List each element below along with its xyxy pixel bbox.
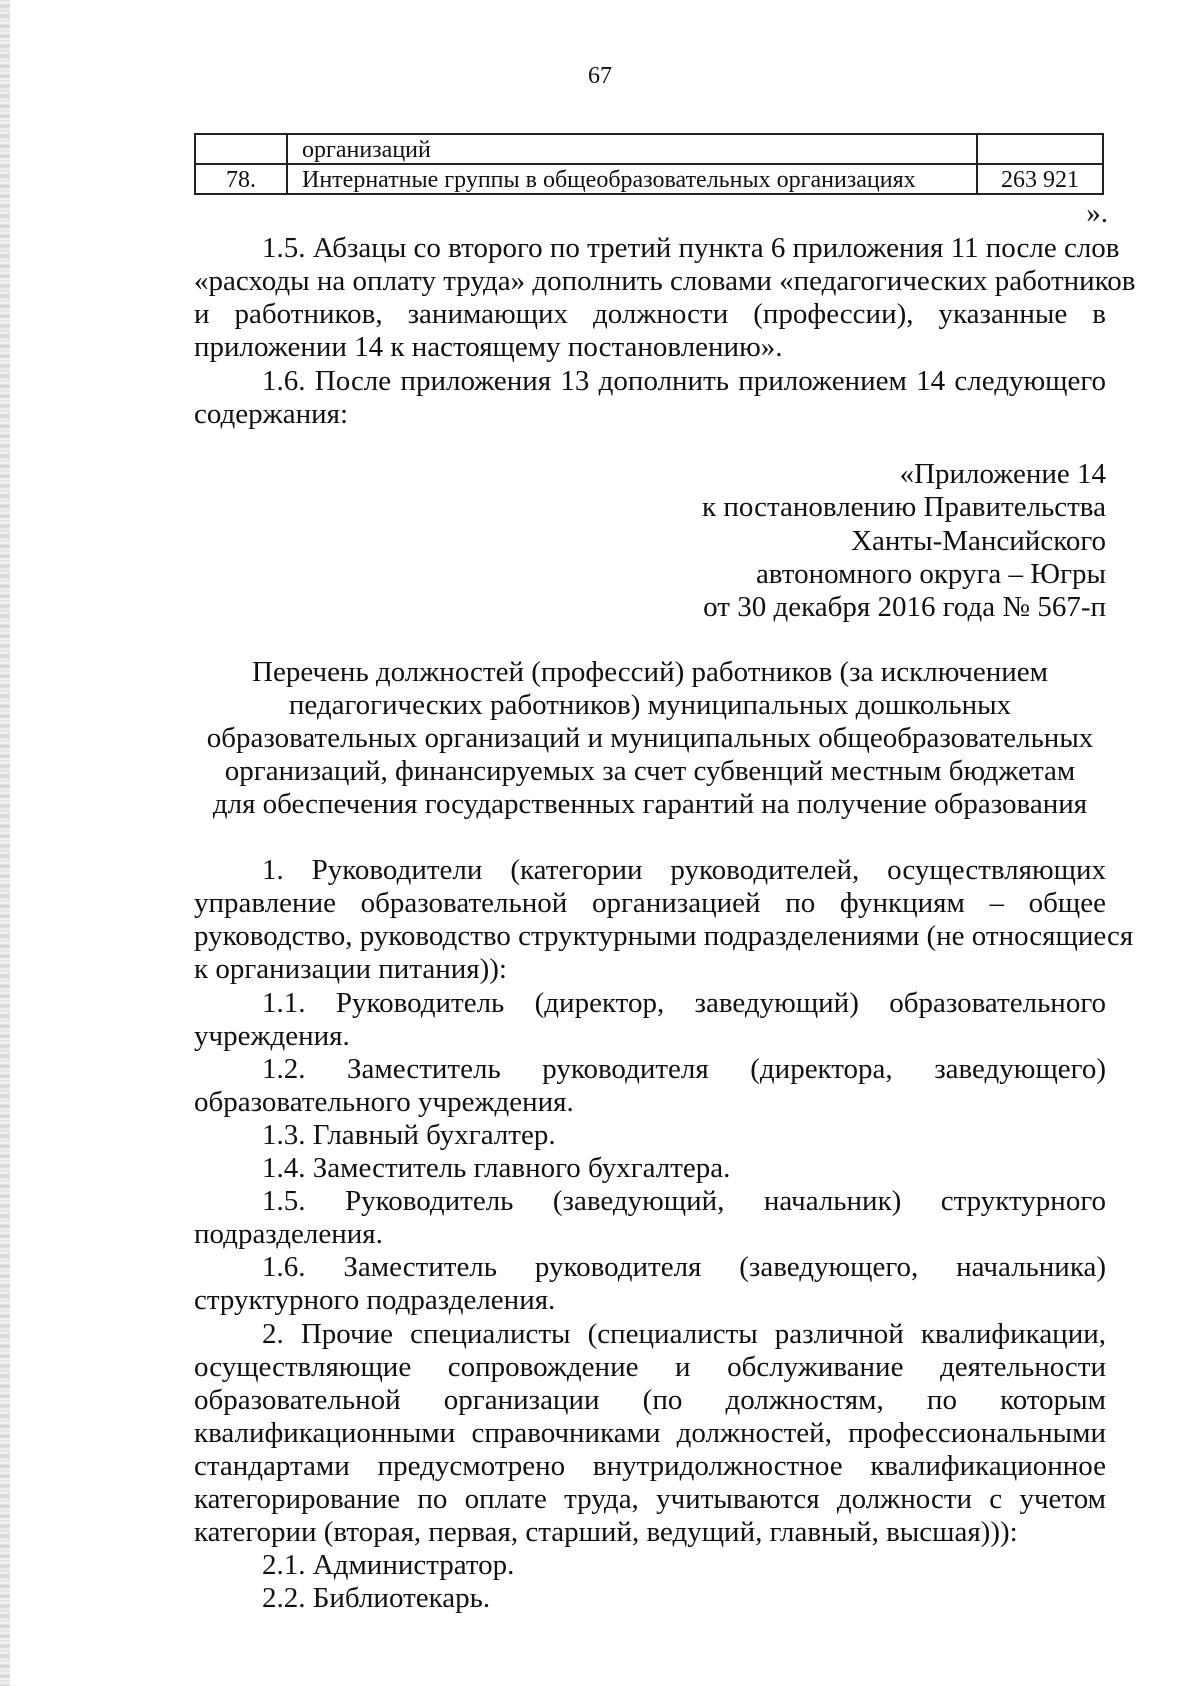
paragraph-1-5-line: 1.5. Абзацы со второго по третий пункта 6 приложения 11 после слов <box>262 232 1120 264</box>
section-1-line: руководство, руководство структурными подразделениями (не относящиеся <box>194 920 1134 952</box>
section-2-line: стандартами предусмотрено внутридолжностное квалификационное <box>194 1450 1106 1482</box>
item-1-5: 1.5. Руководитель (заведующий, начальник) структурного <box>262 1185 1106 1217</box>
item-1-1: 1.1. Руководитель (директор, заведующий) образовательного <box>262 987 1106 1019</box>
list-title-line: Перечень должностей (профессий) работников (за исключением <box>252 656 1048 688</box>
row-number-cell: 78. <box>195 164 287 194</box>
item-1-6: 1.6. Заместитель руководителя (заведующего, начальника) <box>262 1251 1106 1283</box>
appendix-header-line: Ханты-Мансийского <box>851 525 1106 557</box>
paragraph-1-5-line: приложении 14 к настоящему постановлению». <box>194 331 783 363</box>
paragraph-1-5-line: «расходы на оплату труда» дополнить словами «педагогических работников <box>194 265 1136 297</box>
list-title-line: педагогических работников) муниципальных дошкольных <box>288 689 1012 721</box>
row-number-cell <box>195 134 287 164</box>
table-fragment <box>194 133 1104 195</box>
table-row <box>195 164 1103 194</box>
section-2-line: осуществляющие сопровождение и обслуживание деятельности <box>194 1351 1106 1383</box>
paragraph-1-6-line: 1.6. После приложения 13 дополнить приложением 14 следующего <box>262 365 1106 397</box>
table-closing-quote: ». <box>1086 197 1108 229</box>
section-2-line: категорирование по оплате труда, учитываются должности с учетом <box>194 1483 1106 1515</box>
row-name-cell: организаций <box>287 134 977 164</box>
list-title-line: для обеспечения государственных гарантий на получение образования <box>212 788 1088 820</box>
appendix-header-line: автономного округа – Югры <box>755 558 1106 590</box>
page-number: 67 <box>588 63 612 89</box>
item-1-2-cont: образовательного учреждения. <box>194 1086 574 1118</box>
list-title-line: образовательных организаций и муниципальных общеобразовательных <box>206 722 1094 754</box>
section-2-line: квалификационными справочниками должностей, профессиональными <box>194 1417 1106 1449</box>
section-1-line: управление образовательной организацией по функциям – общее <box>194 887 1106 919</box>
table-row <box>195 134 1103 164</box>
paragraph-1-6-line: содержания: <box>194 398 349 430</box>
row-value-cell: 263 921 <box>977 164 1103 194</box>
section-2-line: категории (вторая, первая, старший, ведущий, главный, высшая))): <box>194 1516 1018 1548</box>
item-2-1: 2.1. Администратор. <box>262 1549 515 1581</box>
item-1-1-cont: учреждения. <box>194 1020 350 1052</box>
appendix-header-line: «Приложение 14 <box>899 458 1106 490</box>
item-1-5-cont: подразделения. <box>194 1218 383 1250</box>
list-title-line: организаций, финансируемых за счет субвенций местным бюджетам <box>224 755 1076 787</box>
appendix-header-line: от 30 декабря 2016 года № 567-п <box>703 591 1106 623</box>
row-name-cell: Интернатные группы в общеобразовательных организациях <box>287 164 977 194</box>
item-2-2: 2.2. Библиотекарь. <box>262 1582 491 1614</box>
appendix-header-line: к постановлению Правительства <box>702 491 1106 523</box>
section-2-line: 2. Прочие специалисты (специалисты различной квалификации, <box>262 1318 1106 1350</box>
section-2-line: образовательной организации (по должностям, по которым <box>194 1384 1106 1416</box>
scan-edge-artifact <box>0 0 10 1686</box>
row-value-cell <box>977 134 1103 164</box>
item-1-3: 1.3. Главный бухгалтер. <box>262 1119 556 1151</box>
item-1-6-cont: структурного подразделения. <box>194 1284 556 1316</box>
item-1-2: 1.2. Заместитель руководителя (директора, заведующего) <box>262 1053 1106 1085</box>
paragraph-1-5-line: и работников, занимающих должности (профессии), указанные в <box>194 298 1106 330</box>
item-1-4: 1.4. Заместитель главного бухгалтера. <box>262 1152 731 1184</box>
section-1-line: к организации питания)): <box>194 953 507 985</box>
section-1-line: 1. Руководители (категории руководителей, осуществляющих <box>262 854 1106 886</box>
